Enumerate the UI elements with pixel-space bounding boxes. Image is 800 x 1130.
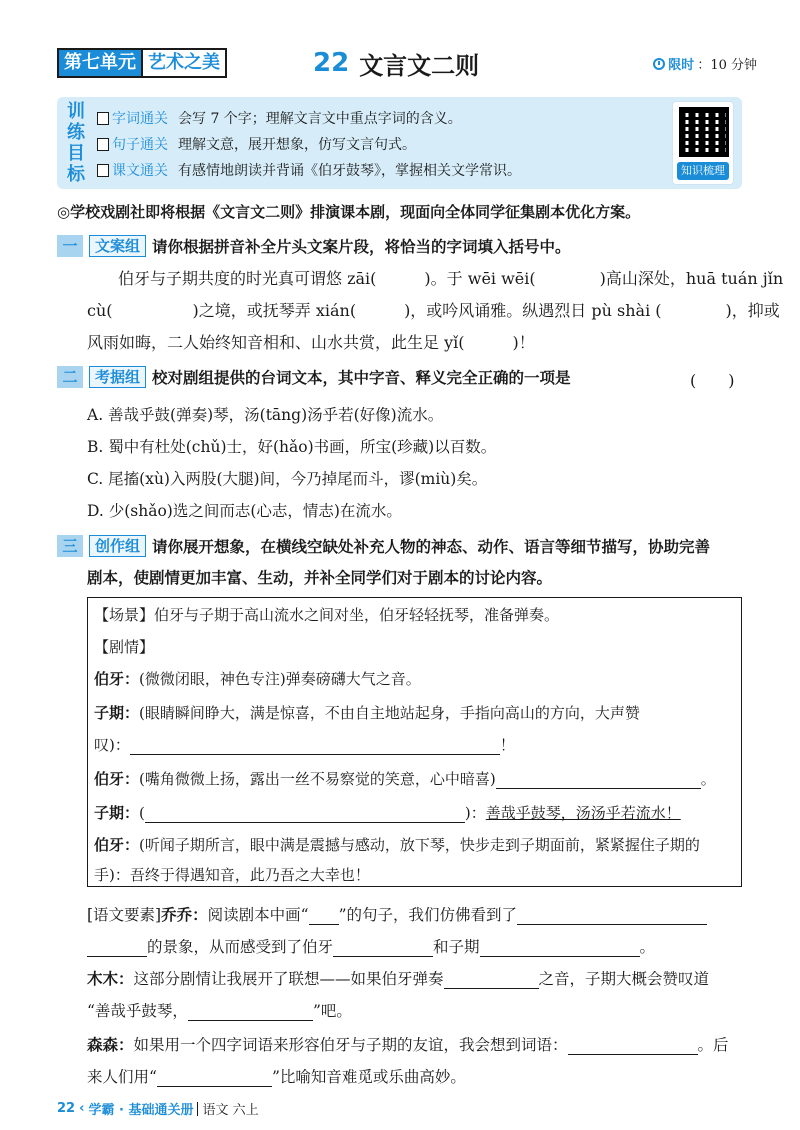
option-d: D. 少(shǎo)选之间而志(心志，情志)在流水。 bbox=[87, 502, 402, 520]
section-1-line: cù( )之境，或抚琴弄 xián( )，或吟风诵雅。纵遇烈日 pù shài ( )，抑或 bbox=[87, 301, 780, 320]
script-line-3 bbox=[94, 768, 716, 789]
goal-text: 有感情地朗读并背诵《伯牙鼓琴》，掌握相关文学常识。 bbox=[178, 163, 521, 179]
discussion-sensen bbox=[87, 1033, 729, 1055]
unit-theme: 艺术之美 bbox=[141, 50, 225, 76]
goal-name: 句子通关 bbox=[112, 137, 168, 153]
script-line-1 bbox=[94, 668, 421, 689]
answer-blank[interactable] bbox=[309, 909, 339, 925]
script-line-4 bbox=[94, 802, 681, 823]
goal-name: 字词通关 bbox=[112, 111, 168, 127]
speaker-sensen: 森森： bbox=[87, 1036, 134, 1054]
line-text: 的景象，从而感受到了伯牙 bbox=[147, 938, 334, 956]
speaker-mumu: 木木： bbox=[87, 970, 134, 988]
line-text: (眼睛瞬间睁大，满是惊喜，不由自主地站起身，手指向高山的方向，大声赞 bbox=[139, 704, 640, 722]
role-boya: 伯牙： bbox=[94, 670, 140, 688]
script-box bbox=[87, 597, 742, 887]
section-1-heading bbox=[57, 235, 571, 257]
section-instruction: 请你根据拼音补全片头文案片段，将恰当的字词填入括号中。 bbox=[152, 238, 571, 256]
line-text: 之音，子期大概会赞叹道 bbox=[538, 970, 710, 988]
goals-title-char: 练 bbox=[67, 122, 85, 143]
line-text: ”吧。 bbox=[312, 1002, 352, 1020]
lesson-heading bbox=[313, 44, 479, 82]
answer-blank[interactable] bbox=[130, 739, 500, 755]
lesson-title: 文言文二则 bbox=[359, 51, 480, 80]
answer-blank[interactable] bbox=[188, 1005, 313, 1021]
answer-blank[interactable] bbox=[87, 941, 147, 957]
goals-title bbox=[65, 101, 87, 185]
answer-blank[interactable] bbox=[145, 807, 465, 823]
page-number: 22 bbox=[57, 1101, 76, 1116]
scene-label: 【场景】 bbox=[94, 606, 155, 624]
goals-list bbox=[97, 105, 521, 183]
section-tag: 创作组 bbox=[89, 535, 146, 557]
goal-text: 会写 7 个字；理解文言文中重点字词的含义。 bbox=[178, 111, 462, 127]
qr-code-card[interactable] bbox=[672, 101, 734, 185]
discussion-qiaoqiao-cont bbox=[87, 935, 655, 957]
section-instruction-cont: 剧本，使剧情更加丰富、生动，并补全同学们对于剧本的讨论内容。 bbox=[87, 569, 553, 587]
answer-blank[interactable] bbox=[333, 941, 433, 957]
brand-name: 学霸 · 基础通关册 bbox=[88, 1103, 194, 1118]
qr-label: 知识梳理 bbox=[677, 162, 729, 180]
subject-label: 语文 六上 bbox=[202, 1103, 259, 1118]
goal-text: 理解文意，展开想象，仿写文言句式。 bbox=[178, 137, 416, 153]
section-tag: 考据组 bbox=[89, 366, 146, 388]
option-a: A. 善哉乎鼓(弹奏)琴，汤(tāng)汤乎若(好像)流水。 bbox=[87, 406, 444, 424]
role-boya: 伯牙： bbox=[94, 836, 140, 854]
goals-title-char: 标 bbox=[67, 164, 85, 185]
role-ziqi: 子期： bbox=[94, 804, 140, 822]
footer-divider bbox=[197, 1102, 198, 1116]
section-1-line: 风雨如晦，二人始终知音相和、山水共赏，此生足 yǐ( )！ bbox=[87, 333, 535, 352]
time-limit-value: ：10 分钟 bbox=[697, 58, 757, 73]
discussion-mumu bbox=[87, 967, 709, 989]
goal-checkbox[interactable] bbox=[97, 164, 109, 177]
discussion-mumu-cont bbox=[87, 999, 352, 1021]
qr-code-icon bbox=[679, 107, 729, 157]
goal-item bbox=[97, 131, 521, 157]
section-number: 三 bbox=[57, 535, 83, 557]
discussion-qiaoqiao bbox=[87, 903, 707, 925]
script-line-5 bbox=[94, 834, 700, 855]
page-footer bbox=[57, 1099, 259, 1118]
line-text: 。 bbox=[639, 938, 656, 956]
line-text: ( bbox=[139, 804, 145, 822]
section-tag: 文案组 bbox=[89, 235, 146, 257]
section-1-line: 伯牙与子期共度的时光真可谓悠 zāi( )。于 wēi wēi( )高山深处，huā tuán jǐn bbox=[118, 269, 784, 288]
script-line-2-cont bbox=[94, 734, 515, 755]
answer-blank[interactable] bbox=[568, 1039, 698, 1055]
line-text: 和子期 bbox=[433, 938, 480, 956]
goal-name: 课文通关 bbox=[112, 163, 168, 179]
section-3-heading bbox=[57, 535, 710, 557]
discussion-tag: [语文要素] bbox=[87, 906, 162, 924]
scene-line bbox=[94, 604, 559, 625]
plot-label: 【剧情】 bbox=[94, 638, 155, 656]
section-number: 一 bbox=[57, 235, 83, 257]
line-text: 叹)： bbox=[94, 736, 130, 754]
goals-title-char: 目 bbox=[67, 143, 85, 164]
line-text: 阅读剧本中画“ bbox=[207, 906, 309, 924]
intro-text: ◎学校戏剧社即将根据《文言文二则》排演课本剧，现面向全体同学征集剧本优化方案。 bbox=[57, 203, 641, 221]
speaker-qiaoqiao: 乔乔： bbox=[161, 906, 208, 924]
page-header bbox=[57, 44, 757, 84]
chevron-left-icon: ‹ bbox=[79, 1101, 85, 1116]
line-text: ”的句子，我们仿佛看到了 bbox=[338, 906, 517, 924]
line-text: (嘴角微微上扬，露出一丝不易察觉的笑意，心中暗喜) bbox=[139, 770, 496, 788]
role-ziqi: 子期： bbox=[94, 704, 140, 722]
option-b: B. 蜀中有杜处(chǔ)士，好(hǎo)书画，所宝(珍藏)以百数。 bbox=[87, 438, 497, 456]
line-text: 这部分剧情让我展开了联想——如果伯牙弹奏 bbox=[133, 970, 444, 988]
line-text: 。 bbox=[700, 770, 716, 788]
answer-blank[interactable] bbox=[496, 773, 701, 789]
line-text: 如果用一个四字词语来形容伯牙与子期的友谊，我会想到词语： bbox=[133, 1036, 568, 1054]
answer-blank[interactable] bbox=[157, 1071, 272, 1087]
line-text: (听闻子期所言，眼中满是震撼与感动，放下琴，快步走到子期面前，紧紧握住子期的 bbox=[139, 836, 700, 854]
section-2-heading bbox=[57, 366, 571, 388]
time-limit-label: 限时 bbox=[668, 58, 695, 73]
goal-checkbox[interactable] bbox=[97, 112, 109, 125]
script-line-2 bbox=[94, 702, 640, 723]
line-text: ”比喻知音难觅或乐曲高妙。 bbox=[271, 1068, 466, 1086]
line-text: ！ bbox=[499, 736, 515, 754]
answer-blank[interactable] bbox=[517, 909, 707, 925]
role-boya: 伯牙： bbox=[94, 770, 140, 788]
line-text: )： bbox=[464, 804, 486, 822]
clock-icon bbox=[653, 58, 665, 70]
answer-blank[interactable] bbox=[480, 941, 640, 957]
line-text: (微微闭眼，神色专注)弹奏磅礴大气之音。 bbox=[139, 670, 421, 688]
goal-checkbox[interactable] bbox=[97, 138, 109, 151]
line-text: “善哉乎鼓琴， bbox=[87, 1002, 188, 1020]
scene-text: 伯牙与子期于高山流水之间对坐，伯牙轻轻抚琴，准备弹奏。 bbox=[154, 606, 560, 624]
section-number: 二 bbox=[57, 366, 83, 388]
script-line-5-cont: 手)：吾终于得遇知音，此乃吾之大幸也！ bbox=[94, 866, 370, 884]
lesson-number: 22 bbox=[313, 48, 350, 78]
time-limit bbox=[653, 54, 757, 73]
goals-title-char: 训 bbox=[67, 101, 85, 122]
goal-item bbox=[97, 157, 521, 183]
section-instruction: 请你展开想象，在横线空缺处补充人物的神态、动作、语言等细节描写，协助完善 bbox=[152, 538, 711, 556]
line-text: 来人们用“ bbox=[87, 1068, 157, 1086]
option-c: C. 尾搐(xù)入两股(大腿)间，今乃掉尾而斗，谬(miù)矣。 bbox=[87, 470, 488, 488]
unit-label: 第七单元 bbox=[59, 50, 141, 76]
answer-blank[interactable] bbox=[444, 973, 539, 989]
underlined-line: 善哉乎鼓琴，汤汤乎若流水！ bbox=[485, 804, 681, 822]
section-instruction: 校对剧组提供的台词文本，其中字音、释义完全正确的一项是 bbox=[152, 369, 571, 387]
unit-badge bbox=[57, 48, 227, 78]
goal-item bbox=[97, 105, 521, 131]
discussion-sensen-cont bbox=[87, 1065, 466, 1087]
line-text: 。后 bbox=[697, 1036, 729, 1054]
answer-paren[interactable]: ( ) bbox=[690, 371, 735, 390]
training-goals bbox=[57, 97, 742, 189]
